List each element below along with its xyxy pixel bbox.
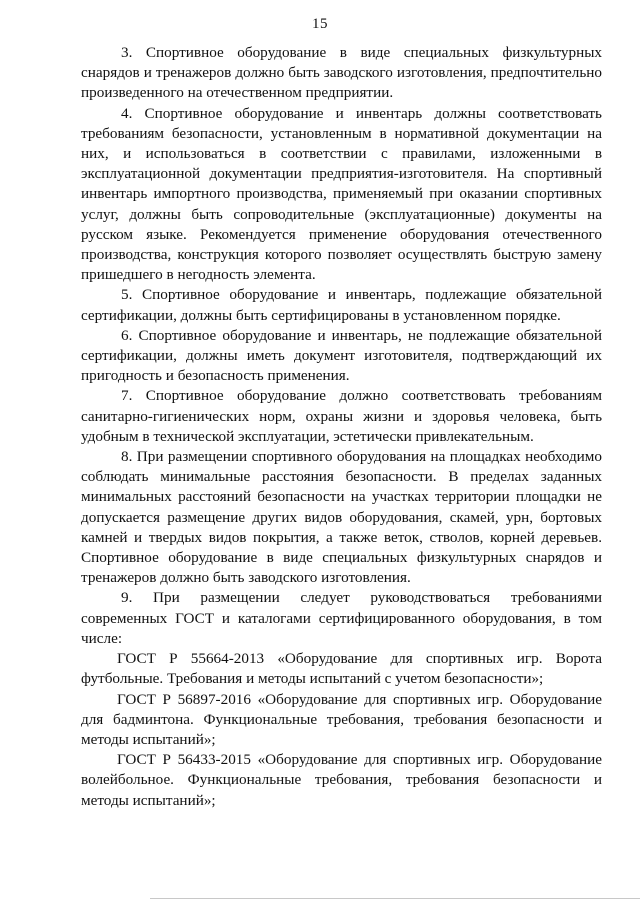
paragraph-item-3: 3. Спортивное оборудование в виде специальных физкультурных снарядов и тренажеров должно быть заводского изготовления, предпочтительно произведенного на отечественном предприятии. bbox=[81, 44, 602, 102]
paragraph-item-9: 9. При размещении следует руководствоваться требованиями современных ГОСТ и каталогами сертифицированного оборудования, в том числе: bbox=[81, 589, 602, 647]
gost-item-badminton: ГОСТ Р 56897-2016 «Оборудование для спортивных игр. Оборудование для бадминтона. Функциональные требования, требования безопасности и методы испытаний»; bbox=[81, 690, 602, 748]
document-body bbox=[81, 43, 602, 811]
page-number: 15 bbox=[312, 16, 328, 32]
paragraph-item-4: 4. Спортивное оборудование и инвентарь должны соответствовать требованиям безопасности, установленным в нормативной документации на них, и использоваться в соответствии с правилами, изложенными в эксплуатационной документации предприятия-изготовителя. На спортивный инвентарь импортного производства, применяемый при оказании спортивных услуг, должны быть сопроводительные (эксплуатационные) документы на русском языке. Рекомендуется применение оборудования отечественного производства, конструкция которого позволяет осуществлять быструю замену пришедшего в негодность элемента. bbox=[81, 104, 602, 284]
paragraph-item-5: 5. Спортивное оборудование и инвентарь, подлежащие обязательной сертификации, должны быть сертифицированы в установленном порядке. bbox=[81, 286, 602, 324]
paragraph-item-8: 8. При размещении спортивного оборудования на площадках необходимо соблюдать минимальные расстояния безопасности. В пределах заданных минимальных расстояний безопасности на участках территории площадки не допускается размещение других видов оборудования, скамей, урн, бортовых камней и твердых видов покрытия, а также веток, стволов, корней деревьев. Спортивное оборудование в виде специальных физкультурных снарядов и тренажеров должно быть заводского изготовления. bbox=[81, 448, 602, 587]
gost-item-volleyball: ГОСТ Р 56433-2015 «Оборудование для спортивных игр. Оборудование волейбольное. Функциональные требования, требования безопасности и методы испытаний»; bbox=[81, 751, 602, 809]
paragraph-item-6: 6. Спортивное оборудование и инвентарь, не подлежащие обязательной сертификации, должны иметь документ изготовителя, подтверждающий их пригодность и безопасность применения. bbox=[81, 326, 602, 385]
gost-item-football-goals: ГОСТ Р 55664-2013 «Оборудование для спортивных игр. Ворота футбольные. Требования и методы испытаний с учетом безопасности»; bbox=[81, 650, 602, 688]
bottom-divider bbox=[150, 898, 640, 899]
paragraph-item-7: 7. Спортивное оборудование должно соответствовать требованиям санитарно-гигиенических норм, охраны жизни и здоровья человека, быть удобным в технической эксплуатации, эстетически привлекательным. bbox=[81, 387, 602, 445]
